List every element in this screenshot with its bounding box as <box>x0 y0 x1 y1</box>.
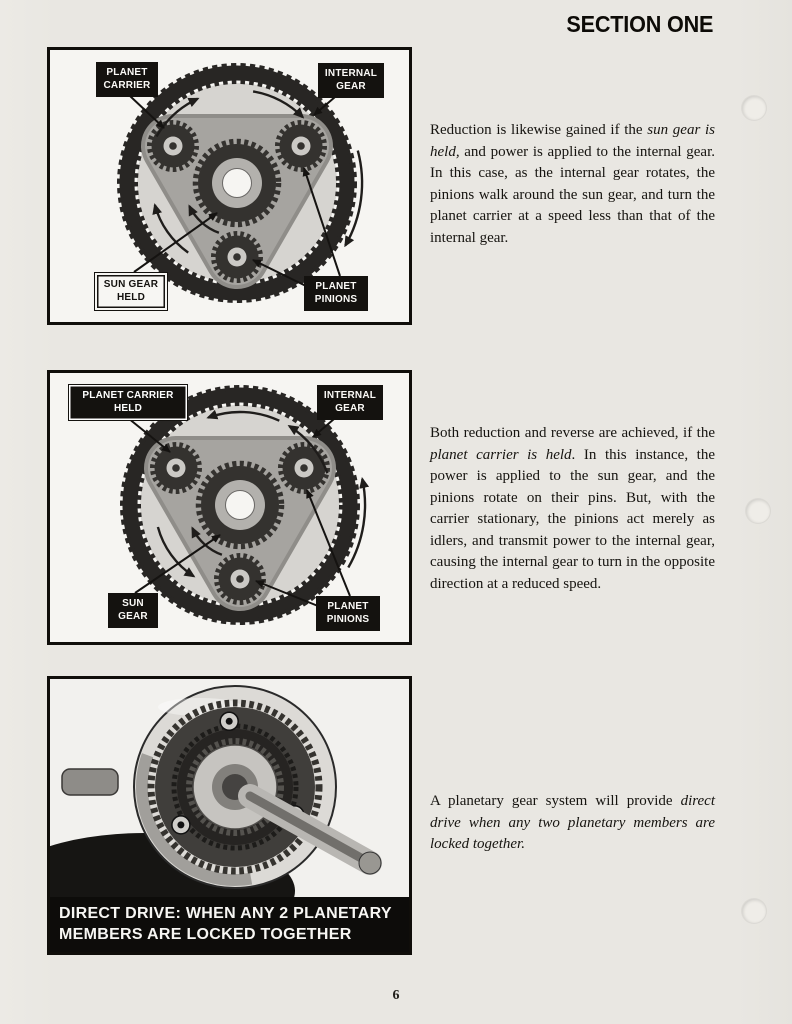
planetary-gearset-photo <box>50 679 409 897</box>
punch-hole <box>746 499 770 523</box>
label-internal-gear: INTERNAL GEAR <box>317 385 383 420</box>
paragraph-text: Both reduction and reverse are achieved, if the <box>430 425 715 441</box>
section-header: SECTION ONE <box>566 11 713 37</box>
punch-hole <box>742 899 766 923</box>
paragraph-italic-text: sun gear is held, <box>430 122 716 160</box>
figure-caption-line-2: MEMBERS ARE LOCKED TOGETHER <box>59 926 352 943</box>
paragraph-text: Reduction is likewise gained if the <box>430 122 648 138</box>
figure-caption-line-1: DIRECT DRIVE: WHEN ANY 2 PLANETARY <box>59 905 392 922</box>
paragraph-text: . In this instance, the power is applied to the sun gear, and the pinions rotate on their pins. But, with the carrier stationary, the pinions act merely as idlers, and transmit power to the internal gear, causing the internal gear to turn in the opposite direction at a reduced speed. <box>430 446 715 592</box>
paragraph-reduction-sun-held <box>430 120 715 249</box>
figure-caption-bar <box>50 897 409 952</box>
label-sun-gear-held: SUN GEAR HELD <box>94 272 168 311</box>
paragraph-reverse-carrier-held <box>430 423 715 595</box>
paragraph-italic-text: planet carrier is held <box>430 446 572 463</box>
label-sun-gear: SUN GEAR <box>108 593 158 628</box>
paragraph-text: A planetary gear system will provide <box>430 793 681 809</box>
label-internal-gear: INTERNAL GEAR <box>318 63 384 98</box>
label-planet-carrier-held: PLANET CARRIER HELD <box>68 384 188 421</box>
figure-direct-drive-photo <box>47 676 412 955</box>
page-number: 6 <box>392 988 400 1003</box>
paragraph-direct-drive <box>430 791 715 856</box>
label-planet-pinions: PLANET PINIONS <box>304 276 368 311</box>
punch-hole <box>742 96 766 120</box>
figure-planet-carrier-held <box>47 370 412 645</box>
paragraph-italic-text: direct drive when any two planetary members are locked together. <box>430 793 715 852</box>
label-planet-carrier: PLANET CARRIER <box>96 62 158 97</box>
label-planet-pinions: PLANET PINIONS <box>316 596 380 631</box>
input-shaft-stub <box>62 769 118 795</box>
paragraph-text: and power is applied to the internal gear. In this case, as the internal gear rotates, the pinions walk around the sun gear, and turn the planet carrier at a speed less than that of the internal gear. <box>430 143 715 246</box>
figure-sun-gear-held <box>47 47 412 325</box>
